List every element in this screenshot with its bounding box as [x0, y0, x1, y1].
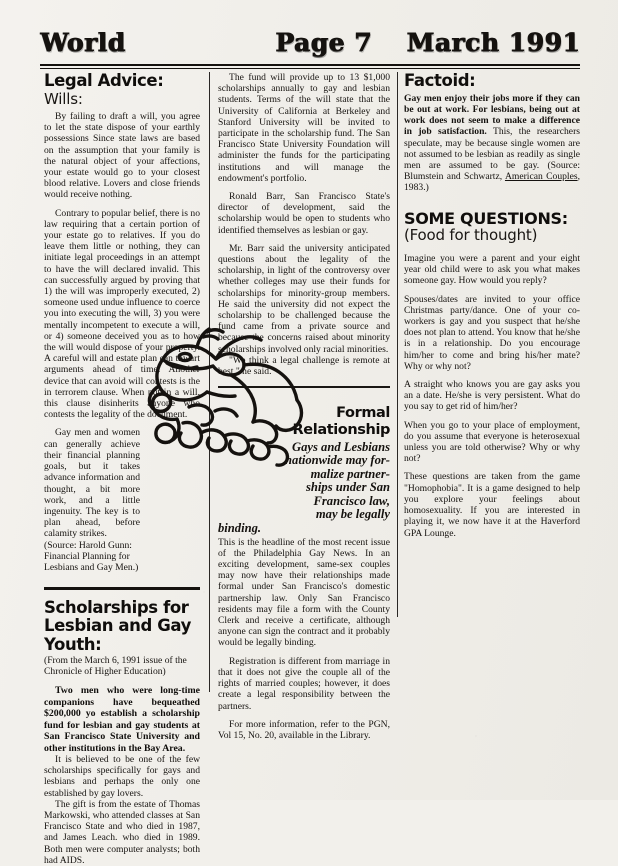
article-formal-relationship [218, 394, 390, 741]
column-two [218, 72, 390, 741]
legal-advice-closing-paragraph: Gay men and women can generally achieve their financial planning goals, but it takes advance information and thought, a bit more work, and a little ingenuity. The key is to plan ahead, before calamity strikes. [44, 427, 140, 540]
legal-advice-source: (Source: Harold Gunn: Financial Planning for Lesbians and Gay Men.) [44, 539, 139, 573]
masthead-publication-name: World [40, 28, 126, 57]
column-divider-2 [397, 72, 398, 617]
legal-advice-paragraph: By failing to draft a will, you agree to let the state dispose of your earthly possessions Since state laws are based on the assumption that your family is the natural object of your affections, your estate would go to your closest blood relative. Lovers and close friends would receive nothing. [44, 111, 200, 201]
section-divider-rule [44, 587, 200, 590]
scholarships-cont-paragraph: "We think a legal challenge is remote at best," he said. [218, 354, 390, 378]
scholarships-cont-paragraph: Ronald Barr, San Francisco State's director of development, said the scholarship would be open to students who identified themselves as lesbian or gay. [218, 191, 390, 236]
formal-relationship-paragraph: Registration is different from marriage in that it does not give the couple all of the rights of married couples; however, it does create a legal responsibility between the partners. [218, 655, 390, 712]
some-questions-item: These questions are taken from the game "Homophobia". It is a game designed to help you explore your feelings about homosexuality. If you are interested in playing it, we now have it at the Haverford GPA Lounge. [404, 471, 580, 539]
some-questions-item: A straight who knows you are gay asks you an a date. He/she is very persistent. What do you say to get rid of him/her? [404, 379, 580, 413]
deck-line: ships under San [306, 480, 390, 495]
scholarships-paragraph: The gift is from the estate of Thomas Markowski, who attended classes at San Francisco State and who died in 1987, and James Leach. who died in 1989. Both men were computer analysts; both had AIDS. [44, 798, 200, 866]
factoid-citation-tail: , 1983.) [404, 171, 580, 194]
scholarships-heading-line2: Lesbian and Gay [44, 616, 191, 636]
formal-relationship-title-line1: Formal [336, 404, 390, 421]
formal-relationship-title-line2: Relationship [292, 422, 390, 439]
masthead-page-number: Page 7 [275, 28, 372, 57]
article-factoid [404, 72, 580, 194]
masthead-rule-upper [40, 64, 580, 66]
deck-line: nationwide may for- [285, 453, 390, 468]
article-some-questions [404, 210, 580, 539]
factoid-bold-text: Gay men enjoy their jobs more if they can be out at work. For lesbians, being out at work does not seem to make a difference in job satisfaction. [404, 92, 580, 138]
factoid-text [404, 93, 580, 194]
scholarships-cont-paragraph: The fund will provide up to 13 $1,000 scholarships annually to gay and lesbian students. Terms of the will state that the University of California at Berkeley and Stanford University will be invited to participate in the scholarship fund. The San Francisco State University Foundation will administer the funds for the participating institutions and will manage the endowment's portfolio. [218, 72, 390, 184]
column-divider-1 [209, 72, 210, 692]
deck-line: Francisco law, [313, 493, 390, 508]
factoid-heading: Factoid: [404, 71, 476, 90]
deck-line-last: binding. [218, 521, 262, 536]
scholarships-paragraph: It is believed to be one of the few scholarships specifically for gays and lesbians and perhaps the only one established by gay lovers. [44, 753, 200, 799]
column-one [44, 72, 200, 866]
deck-line: Gays and Lesbians [292, 439, 390, 454]
article-legal-advice [44, 72, 200, 573]
formal-relationship-deck [218, 441, 390, 536]
some-questions-item: Spouses/dates are invited to your office Christmas party/dance. One of your co-workers is gay and you suspect that he/she does not plan to attend. You know that he/she is in a relationship. Do you encourage him/her to come and bring his/her mate? Why or why not? [404, 293, 580, 372]
scholarships-heading-line1: Scholarships for [44, 597, 189, 617]
some-questions-item: Imagine you were a parent and your eight year old child were to ask you what makes someone gay. How would you reply? [404, 253, 580, 287]
article-scholarships [44, 599, 200, 866]
masthead-rule-lower [40, 68, 580, 69]
column-three [404, 72, 580, 539]
scholarships-kicker: (From the March 6, 1991 issue of the Chronicle of Higher Education) [44, 655, 187, 678]
scholarships-cont-paragraph: Mr. Barr said the university anticipated questions about the legality of the scholarship, in light of the controversy over whether colleges may use their funds for scholarships for minority-group members. He said the university did not expect the scholarship to be challenged because the fund came from a private source and because the concerns raised about minority scholarships involved only racial minorities. [218, 242, 390, 355]
article-scholarships-continued [218, 72, 390, 377]
masthead-issue-date: March 1991 [406, 28, 580, 57]
formal-relationship-paragraph: For more information, refer to the PGN, Vol 15, No. 20, available in the Library. [218, 718, 390, 741]
factoid-regular-text: This, the researchers speculate, may be because single women are not assumed to be lesbian as readily as single men are assumed to be gay. (Source: Blumstein and Schwartz, [404, 126, 580, 183]
factoid-citation-title: American Couples [504, 171, 578, 183]
deck-line: may be legally [315, 507, 390, 522]
legal-advice-paragraph: Contrary to popular belief, there is no law requiring that a certain portion of your estate go to relatives. If you do leave them little or nothing, they can initiate legal proceedings in an attempt to have the will declared invalid. This can successfully argued by proving that 1) the will was improperly executed, 2) someone used undue influence to coerce you into executing the will, 3) you were mentally incompetent to execute a will, or 4) someone deceived you as to how the will would dispose of your property. A careful will and estate plan can thwart arguments ahead of time. Another device that can avoid will contests is the in terrorem clause. When put in a will, this clause disinherits anyone who contests the legality of the document. [44, 207, 200, 421]
masthead [40, 30, 580, 64]
section-divider-rule [218, 386, 390, 388]
legal-advice-subheading: Wills: [44, 89, 83, 108]
legal-advice-heading: Legal Advice: [44, 71, 164, 90]
some-questions-heading: SOME QUESTIONS: [404, 208, 568, 228]
scholarships-lead-paragraph: Two men who were long-time companions have bequeathed $200,000 yo establish a scholarship fund for lesbian and gay students at San Francisco State University and other institutions in the Bay Area. [44, 685, 200, 754]
deck-line: malize partner- [310, 466, 390, 481]
formal-relationship-paragraph: This is the headline of the most recent issue of the Philadelphia Gay News. In an exciting development, same-sex couples may now have their relationships made formal under San Francisco's domestic partnership law. Only San Francisco residents may file a form with the County Clerk and receive a certificate, although anyone can sign the contract and it probably would be legally binding. [218, 536, 390, 649]
scholarships-heading-line3: Youth: [44, 635, 102, 655]
some-questions-subheading: (Food for thought) [404, 226, 538, 245]
some-questions-item: When you go to your place of employment, do you assume that everyone is heterosexual unless you are told otherwise? Why or why not? [404, 419, 580, 465]
